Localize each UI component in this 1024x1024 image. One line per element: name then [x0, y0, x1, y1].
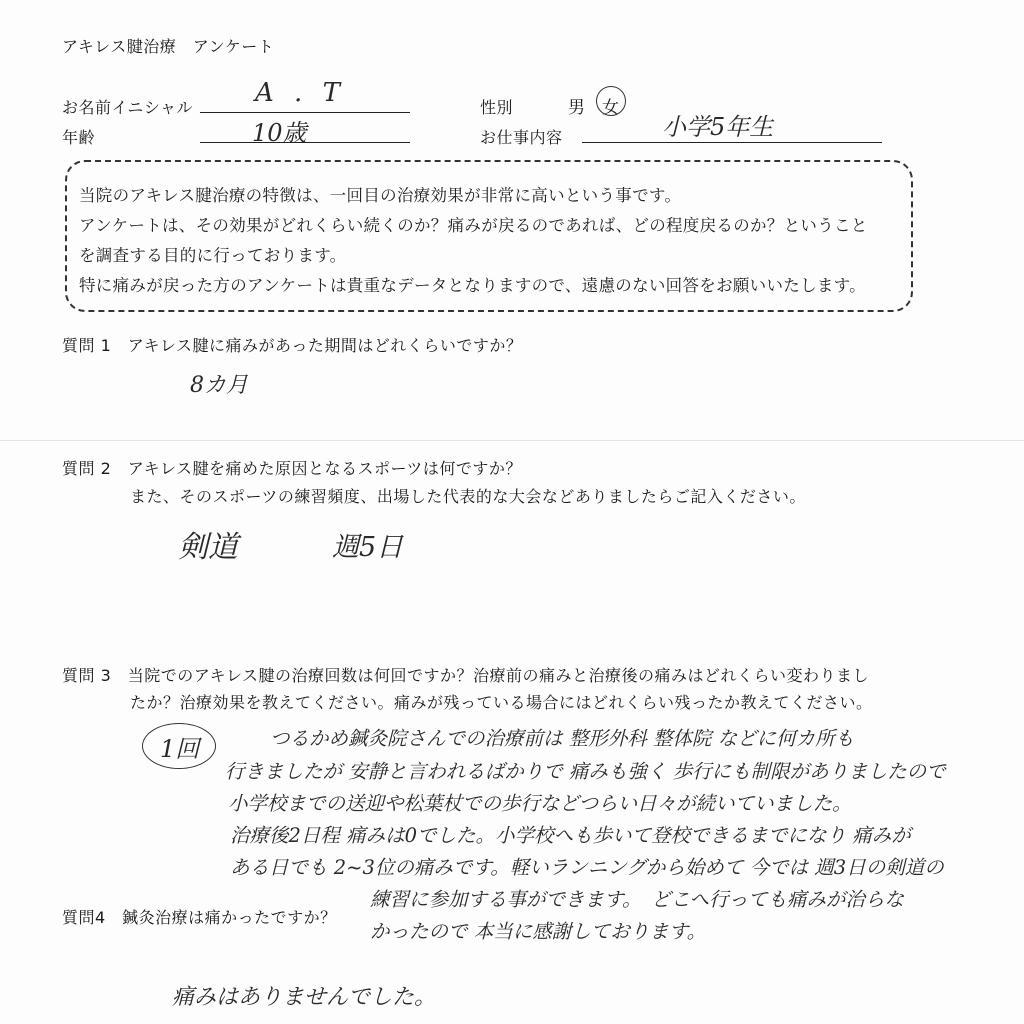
- gender-selected-circle: [596, 86, 626, 116]
- job-value: 小学5年生: [662, 113, 774, 141]
- question-3-answer-line: ある日でも 2~3位の痛みです。軽いランニングから始めて 今では 週3日の剣道の: [230, 856, 944, 879]
- question-1-answer: 8カ月: [190, 373, 248, 398]
- question-1-label: 質問 1 アキレス腱に痛みがあった期間はどれくらいですか？: [62, 336, 523, 355]
- question-3-label: 質問 3 当院でのアキレス腱の治療回数は何回ですか？治療前の痛みと治療後の痛みはどれくらい変わりまし: [62, 666, 869, 685]
- question-3-answer-line: 練習に参加する事ができます。 どこへ行っても痛みが治らな: [370, 888, 904, 911]
- scan-fold-line: [0, 440, 1024, 441]
- notice-box: [65, 160, 913, 312]
- question-3-count: 1回: [160, 735, 200, 763]
- gender-male: 男: [568, 98, 586, 118]
- gender-female: 女: [602, 98, 620, 118]
- notice-line: 当院のアキレス腱治療の特徴は、一回目の治療効果が非常に高いという事です。: [79, 186, 682, 205]
- notice-line: 特に痛みが戻った方のアンケートは貴重なデータとなりますので、遠慮のない回答をお願いいたします。: [79, 276, 866, 295]
- gender-label: 性別: [480, 98, 514, 117]
- question-3-answer-line: 治療後2日程 痛みは0でした。小学校へも歩いて登校できるまでになり 痛みが: [230, 824, 911, 847]
- question-2-answer-frequency: 週5日: [332, 532, 404, 563]
- question-2-answer-sport: 剣道: [178, 530, 238, 565]
- notice-line: アンケートは、その効果がどれくらい続くのか？痛みが戻るのであれば、どの程度戻るのか？ということ: [79, 216, 868, 235]
- question-2-label: 質問 2 アキレス腱を痛めた原因となるスポーツは何ですか？: [62, 459, 522, 478]
- question-3-label-line2: たか？治療効果を教えてください。痛みが残っている場合にはどれくらい残ったか教えてください。: [130, 693, 873, 712]
- question-4-label: 質問4 鍼灸治療は痛かったですか？: [62, 908, 337, 927]
- question-2-label-line2: また、そのスポーツの練習頻度、出場した代表的な大会などありましたらご記入ください。: [130, 487, 806, 506]
- question-3-answer-line: 行きましたが 安静と言われるばかりで 痛みも強く 歩行にも制限がありましたので: [225, 760, 946, 783]
- name-label: お名前イニシャル: [62, 98, 194, 117]
- question-3-answer-line: かったので 本当に感謝しております。: [370, 920, 707, 943]
- survey-title: アキレス腱治療 アンケート: [62, 37, 275, 56]
- question-3-answer-line: つるかめ鍼灸院さんでの治療前は 整形外科 整体院 などに何カ所も: [270, 727, 855, 750]
- question-3-answer-line: 小学校までの送迎や松葉杖での歩行などつらい日々が続いていました。: [228, 792, 852, 815]
- notice-line: を調査する目的に行っております。: [79, 246, 347, 265]
- job-label: お仕事内容: [480, 128, 563, 147]
- job-underline: [582, 142, 882, 143]
- name-value: A . T: [255, 78, 346, 108]
- age-label: 年齢: [62, 128, 96, 147]
- age-value: 10歳: [252, 119, 307, 147]
- question-4-answer: 痛みはありませんでした。: [172, 985, 437, 1010]
